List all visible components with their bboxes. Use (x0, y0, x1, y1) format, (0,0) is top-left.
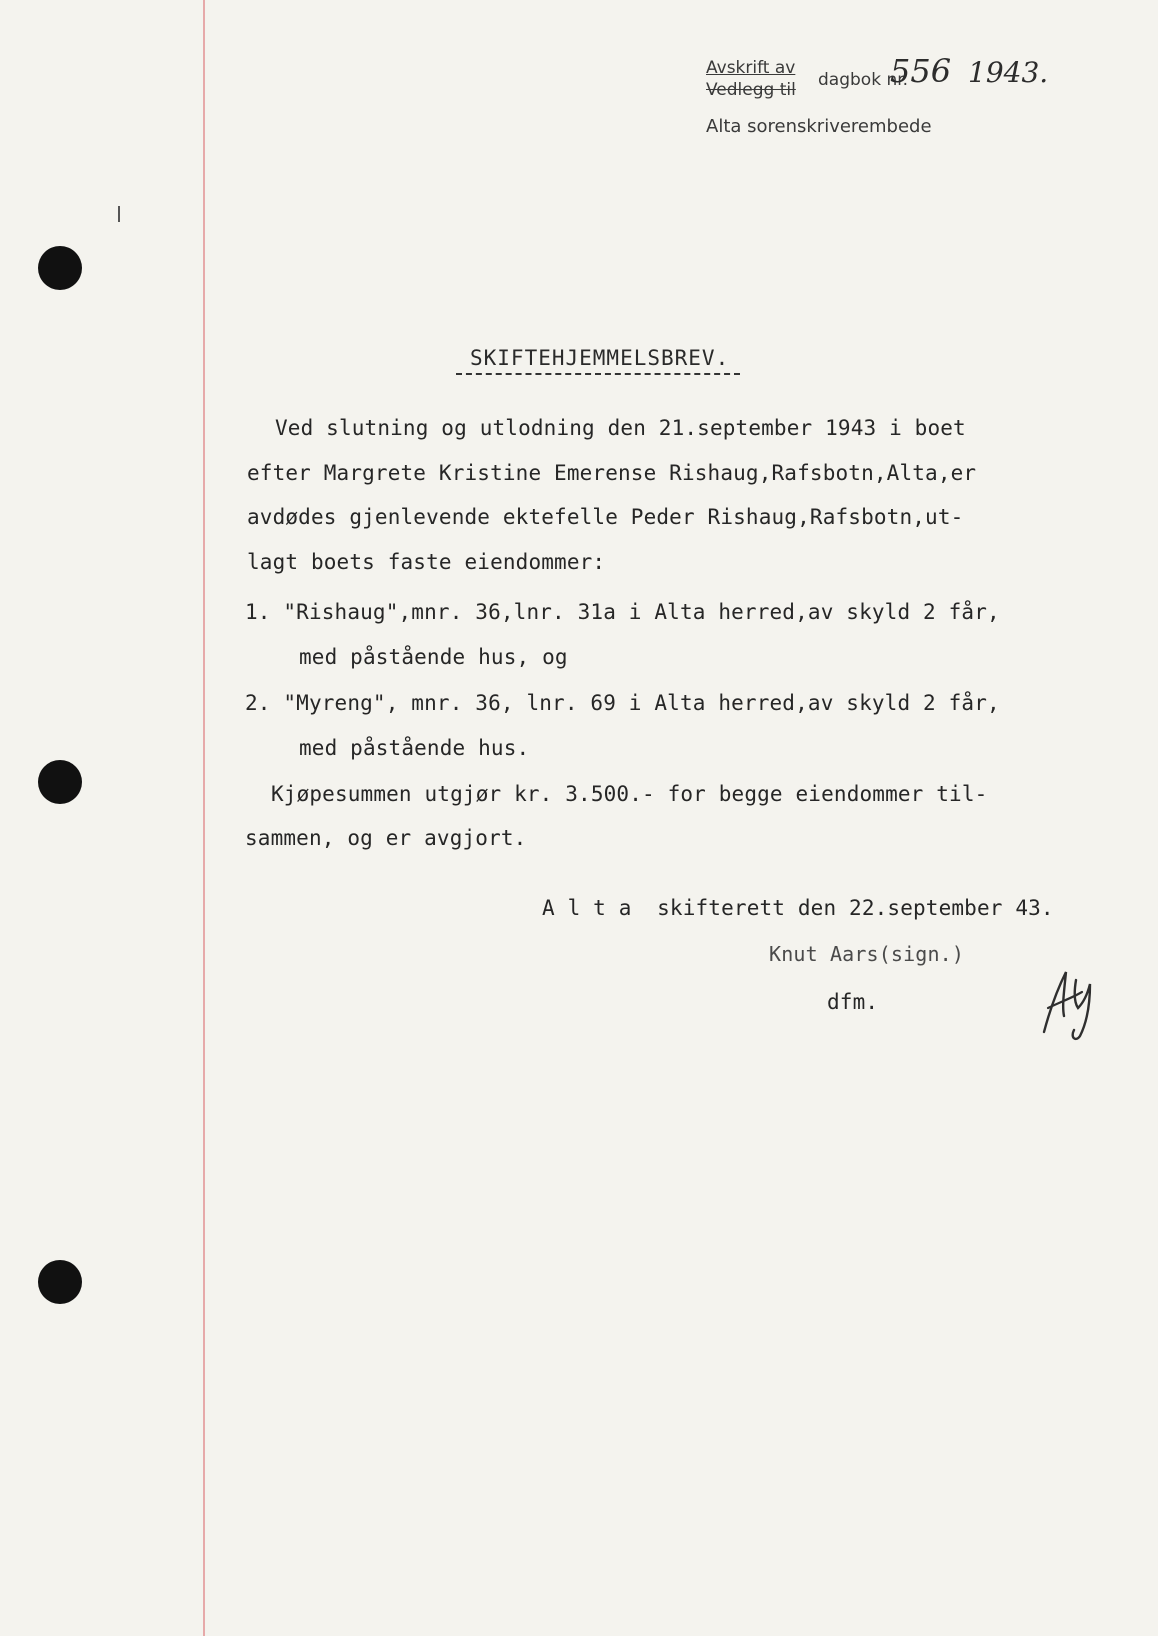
punch-hole-icon (38, 246, 82, 290)
body-line: efter Margrete Kristine Emerense Rishaug,Rafsbotn,Alta,er (247, 461, 977, 485)
handwritten-initials-icon (1030, 962, 1110, 1042)
stray-mark (118, 206, 120, 222)
header-stamp (706, 52, 1049, 137)
place-date-line: A l t a skifterett den 22.september 43. (542, 896, 1054, 920)
punch-hole-icon (38, 760, 82, 804)
margin-line (203, 0, 205, 1636)
signature-name: Knut Aars(sign.) (769, 942, 965, 966)
header-dagbok-label: dagbok nr. (818, 70, 909, 90)
header-avskrift-label: Avskrift av (706, 58, 796, 78)
body-line: med påstående hus, og (299, 645, 568, 669)
body-line: med påstående hus. (299, 736, 530, 760)
body-line: Kjøpesummen utgjør kr. 3.500.- for begge eiendommer til- (271, 782, 988, 806)
document-title: SKIFTEHJEMMELSBREV. (470, 346, 730, 370)
header-dagbok-year: 1943. (968, 56, 1049, 89)
header-office: Alta sorenskriverembede (706, 116, 932, 137)
header-dagbok-number: 556 (890, 52, 952, 90)
body-line: Ved slutning og utlodning den 21.september 1943 i boet (275, 416, 966, 440)
body-line: sammen, og er avgjort. (245, 826, 527, 850)
body-line: lagt boets faste eiendommer: (247, 550, 606, 574)
list-item: 1. "Rishaug",mnr. 36,lnr. 31a i Alta herred,av skyld 2 får, (245, 600, 1000, 624)
punch-hole-icon (38, 1260, 82, 1304)
list-item: 2. "Myreng", mnr. 36, lnr. 69 i Alta herred,av skyld 2 får, (245, 691, 1000, 715)
dfm-line: dfm. (827, 990, 879, 1014)
body-line: avdødes gjenlevende ektefelle Peder Rishaug,Rafsbotn,ut- (247, 505, 964, 529)
title-underline (456, 373, 740, 375)
header-vedlegg-label: Vedlegg til (706, 80, 796, 100)
